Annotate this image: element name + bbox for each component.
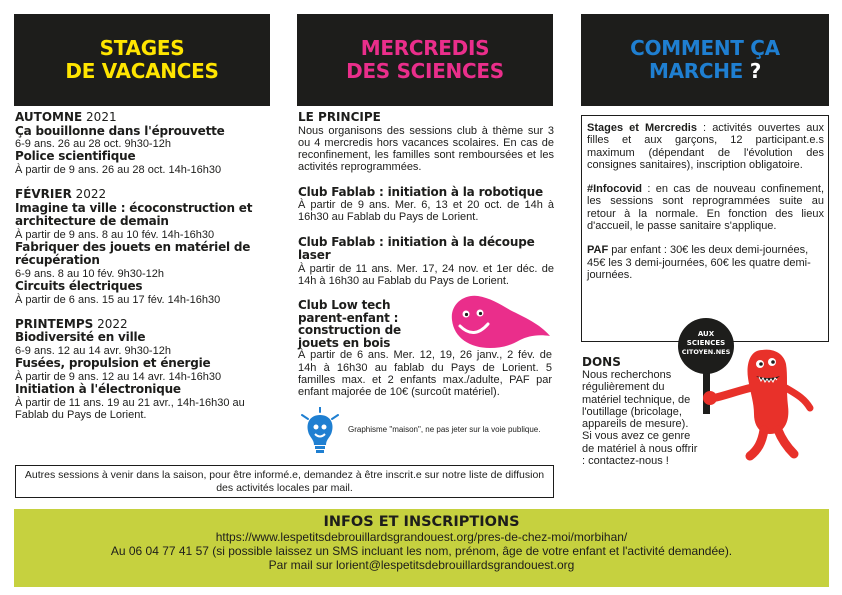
stage-details: À partir de 6 ans. 15 au 17 fév. 14h-16h30 xyxy=(15,293,221,306)
stages-banner-title: STAGES DE VACANCES xyxy=(65,36,219,83)
club-title: Club Fablab : initiation à la découpe laser xyxy=(298,234,535,263)
season-automne xyxy=(15,111,273,176)
stage-title: Initiation à l'électronique xyxy=(15,382,181,397)
principe-heading: LE PRINCIPE xyxy=(298,110,381,124)
season-heading: FÉVRIER 2022 xyxy=(15,187,107,202)
mercredis-banner-title: MERCREDIS DES SCIENCES xyxy=(346,36,504,83)
stage-details: À partir de 9 ans. 8 au 10 fév. 14h-16h30 xyxy=(15,228,215,241)
club-title: Club Low tech parent-enfant : construction de jouets en bois xyxy=(298,298,401,350)
stage-title: Imagine ta ville : écoconstruction et architecture de demain xyxy=(15,200,253,229)
stages-mercredis-info: Stages et Mercredis : activités ouvertes aux filles et aux garçons, 12 participant.e.s maximum (dépendant de l'évolution des consignes sanitaires), inscription obligatoire. xyxy=(587,122,824,171)
stages-banner xyxy=(14,14,270,106)
stage-title: Fusées, propulsion et énergie xyxy=(15,356,211,371)
comment-box xyxy=(581,115,829,342)
red-monster-icon xyxy=(670,318,830,463)
season-heading: AUTOMNE 2021 xyxy=(15,110,117,124)
infos-inscriptions xyxy=(14,509,829,587)
sign-line-3: CITOYEN.NES xyxy=(681,348,731,356)
club-details: À partir de 6 ans. Mer. 12, 19, 26 janv., 2 fév. de 14h à 16h30 au fablab du Pays de Lorient. 5 familles max. et 2 enfants max./adulte, PAF par enfant majorée de 10€ (surcoût matériel). xyxy=(298,349,552,399)
club-details: À partir de 11 ans. Mer. 17, 24 nov. et 1er déc. de 14h à 16h30 au Fablab du Pays de Lorient. xyxy=(298,262,554,288)
season-fevrier xyxy=(15,188,273,306)
paf-info: PAF par enfant : 30€ les deux demi-journées, 45€ les 3 demi-journées, 60€ les quatre demi-journées. xyxy=(587,244,811,281)
stage-details: À partir de 9 ans. 12 au 14 avr. 14h-16h30 xyxy=(15,370,222,383)
stages-column xyxy=(15,111,273,421)
stage-title: Police scientifique xyxy=(15,149,136,164)
graphisme-text: Graphisme "maison", ne pas jeter sur la voie publique. xyxy=(348,425,541,434)
mercredis-banner xyxy=(297,14,553,106)
infos-url-link[interactable]: https://www.lespetitsdebrouillardsgrandouest.org/pres-de-chez-moi/morbihan/ xyxy=(215,530,628,544)
infocovid-info: #Infocovid : en cas de nouveau confinement, les sessions sont reprogrammées suite au retour à la normale. En fonction des lieux d'accueil, le passe sanitaire s'applique. xyxy=(587,183,824,233)
season-heading: PRINTEMPS 2022 xyxy=(15,316,128,331)
stage-details: À partir de 9 ans. 26 au 28 oct. 14h-16h30 xyxy=(15,163,222,176)
infos-mail-link[interactable]: Par mail sur lorient@lespetitsdebrouillardsgrandouest.org xyxy=(268,558,575,572)
stage-details: 6-9 ans. 8 au 10 fév. 9h30-12h xyxy=(15,267,165,280)
principe-text: Nous organisons des sessions club à thème sur 3 ou 4 mercredis hors vacances scolaires. En cas de reconfinement, les familles sont remboursées et les activités reprogrammées. xyxy=(298,124,554,174)
stage-details: 6-9 ans. 26 au 28 oct. 9h30-12h xyxy=(15,138,171,150)
comment-banner xyxy=(581,14,829,106)
club-details: À partir de 9 ans. Mer. 6, 13 et 20 oct. de 14h à 16h30 au Fablab du Pays de Lorient. xyxy=(298,199,554,224)
club-title: Club Fablab : initiation à la robotique xyxy=(298,184,543,199)
stage-title: Circuits électriques xyxy=(15,279,143,294)
infos-phone: Au 06 04 77 41 57 (si possible laissez un SMS incluant les nom, prénom, âge de votre enfant et l'activité demandée). xyxy=(110,544,733,558)
mailing-list-note: Autres sessions à venir dans la saison, pour être informé.e, demandez à être inscrit.e sur notre liste de diffusion des activités locales par mail. xyxy=(15,465,554,498)
mercredis-column xyxy=(298,111,554,399)
infos-title: INFOS ET INSCRIPTIONS xyxy=(323,514,520,530)
sign-line-2: SCIENCES xyxy=(686,339,726,347)
sign-line-1: AUX xyxy=(697,330,715,338)
stage-title: Fabriquer des jouets en matériel de récupération xyxy=(15,239,251,268)
pink-creature-icon xyxy=(444,292,554,350)
dons-heading: DONS xyxy=(582,355,621,369)
stage-title: Ça bouillonne dans l'éprouvette xyxy=(15,123,225,138)
comment-banner-title: COMMENT ÇA MARCHE ? xyxy=(630,36,780,83)
dons-text: Nous recherchons régulièrement du matériel technique, de l'outillage (bricolage, appareils de mesure). Si vous avez ce genre de matériel à nous offrir : contactez-nous ! xyxy=(582,369,698,468)
stage-title: Biodiversité en ville xyxy=(15,330,146,345)
season-printemps xyxy=(15,318,273,421)
stage-details: 6-9 ans. 12 au 14 avr. 9h30-12h xyxy=(15,344,171,357)
stage-details: À partir de 11 ans. 19 au 21 avr., 14h-16h30 au Fablab du Pays de Lorient. xyxy=(15,396,245,421)
lightbulb-creature-icon xyxy=(298,407,342,455)
